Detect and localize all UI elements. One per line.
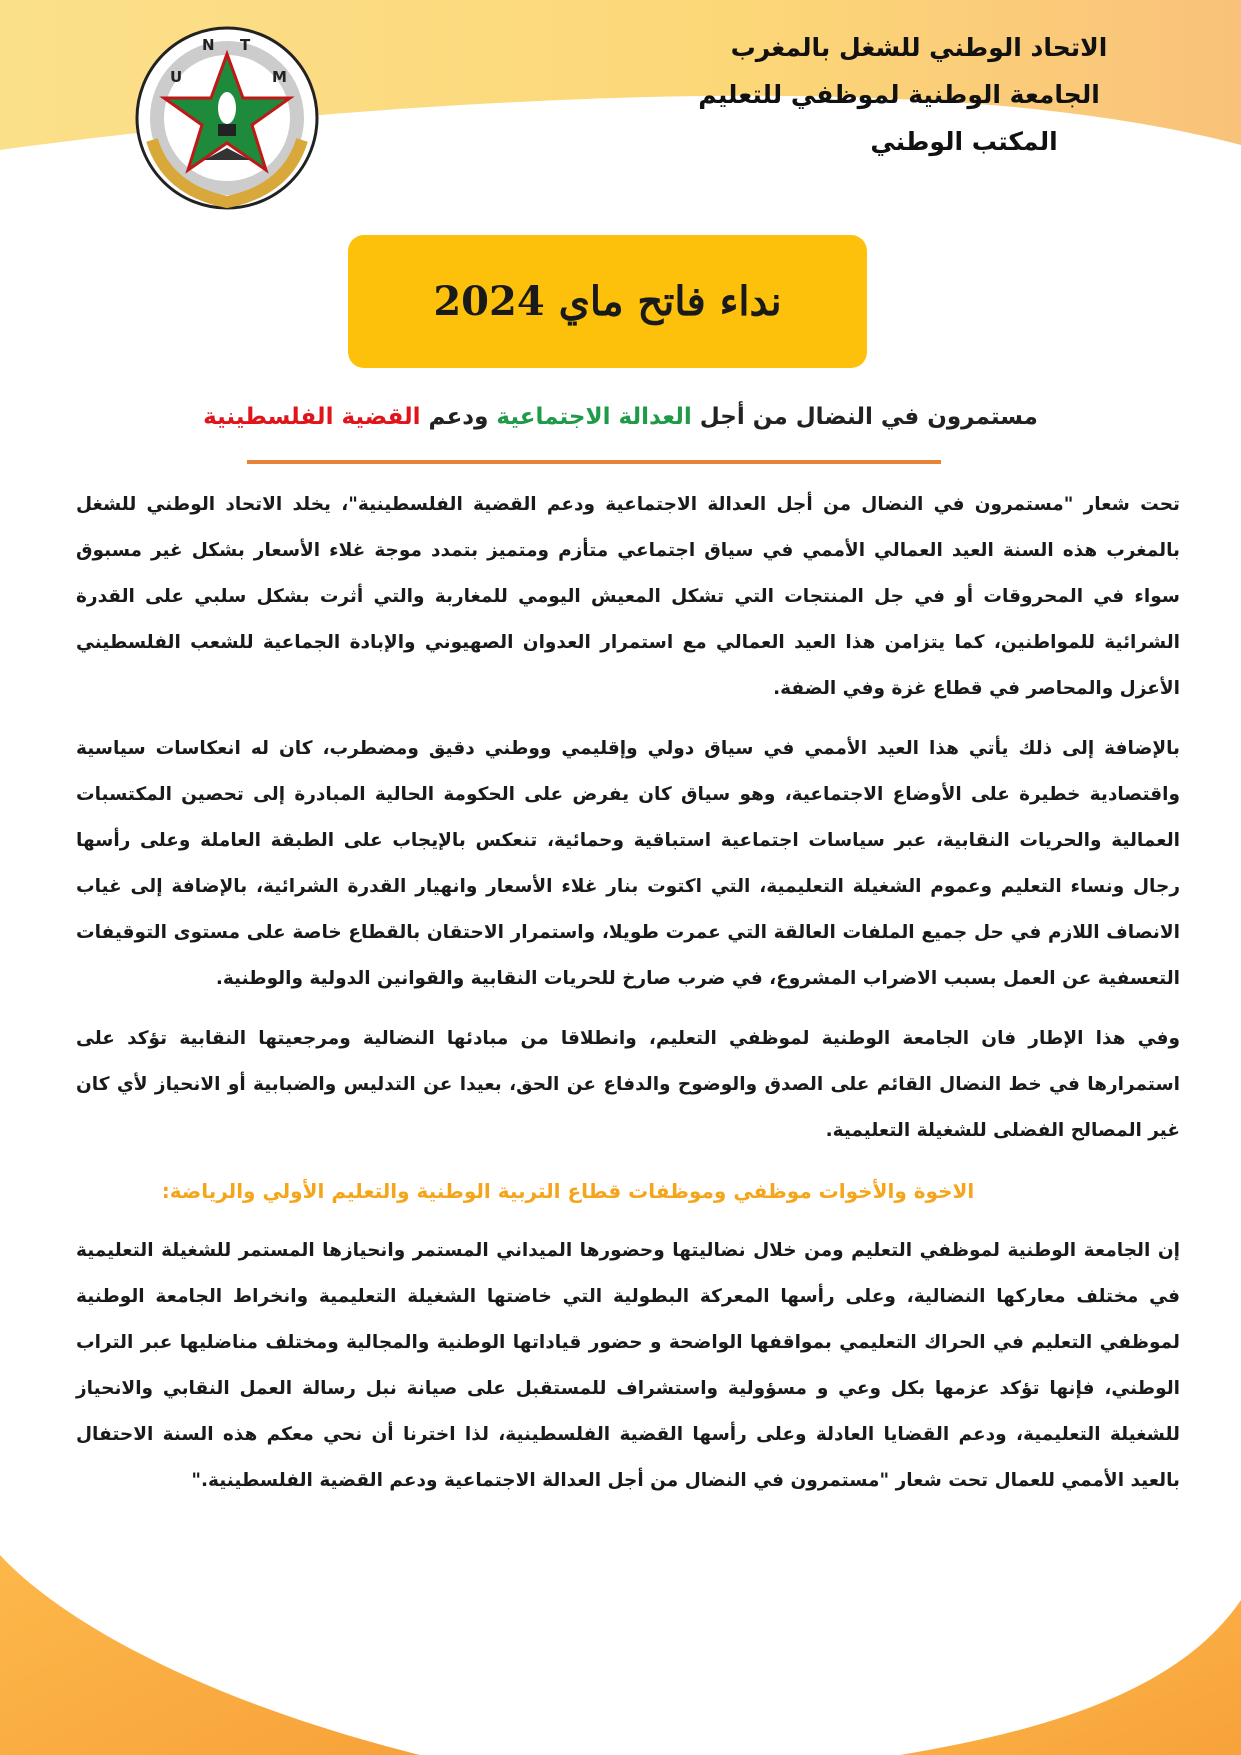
- divider: [247, 460, 941, 464]
- paragraph-context: بالإضافة إلى ذلك يأتي هذا العيد الأممي في سياق دولي وإقليمي ووطني دقيق ومضطرب، كان له انعكاسات سياسية واقتصادية خطيرة على الأوضاع الاجتماعية، وهو سياق كان يفرض على الحكومة الحالية المبادرة إلى تحصين المكتسبات العمالية والحريات النقابية، عبر سياسات اجتماعية استباقية وحمائية، تنعكس بالإيجاب على الطبقة العاملة وعلى رأسها رجال ونساء التعليم وعموم الشغيلة التعليمية، التي اكتوت بنار غلاء الأسعار وانهيار القدرة الشرائية، بالإضافة إلى غياب الانصاف اللازم في حل جميع الملفات العالقة التي عمرت طويلا، واستمرار الاحتقان بالقطاع خاصة على مستوى التوقيفات التعسفية عن العمل بسبب الاضراب المشروع، في ضرب صارخ للحريات النقابية والقوانين الدولية والوطنية.: [76, 738, 1180, 989]
- org-name: الاتحاد الوطني للشغل بالمغرب: [730, 33, 1108, 62]
- svg-text:M: M: [272, 68, 287, 86]
- svg-text:T: T: [240, 36, 251, 54]
- paragraph-closing: إن الجامعة الوطنية لموظفي التعليم ومن خلال نضاليتها وحضورها الميداني المستمر وانحيازها المستمر للشغيلة التعليمية في مختلف معاركها النضالية، وعلى رأسها المعركة البطولية التي خاضتها الشغيلة التعليمية وانخراط الجامعة الوطنية لموظفي التعليم في الحراك التعليمي بمواقفها الواضحة و حضور قياداتها الوطنية والمجالية ومختلف مناضليها عبر التراب الوطني، فإنها تؤكد عزمها بكل وعي و مسؤولية واستشراف للمستقبل على صيانة نبل رسالة العمل النقابي والانحياز للشغيلة التعليمية، ودعم القضايا العادلة وعلى رأسها القضية الفلسطينية، لذا اخترنا أن نحي معكم هذه السنة الاحتفال بالعيد الأممي للعمال تحت شعار "مستمرون في النضال من أجل العدالة الاجتماعية ودعم القضية الفلسطينية.": [76, 1240, 1180, 1491]
- slogan-palestinian-cause: القضية الفلسطينية: [203, 404, 421, 430]
- page-title: نداء فاتح ماي 2024: [433, 278, 782, 325]
- paragraph-position: وفي هذا الإطار فان الجامعة الوطنية لموظفي التعليم، وانطلاقا من مبادئها النضالية ومرجعيتها النقابية تؤكد على استمرارها في خط النضال القائم على الصدق والوضوح والدفاع عن الحق، بعيدا عن التدليس والضبابية أو الانحياز لأي كان غير المصالح الفضلى للشغيلة التعليمية.: [76, 1028, 1180, 1141]
- federation-name: الجامعة الوطنية لموظفي للتعليم: [698, 80, 1100, 109]
- slogan: [60, 404, 1181, 430]
- slogan-social-justice: العدالة الاجتماعية: [496, 404, 692, 430]
- paragraph-intro: تحت شعار "مستمرون في النضال من أجل العدالة الاجتماعية ودعم القضية الفلسطينية"، يخلد الاتحاد الوطني للشغل بالمغرب هذه السنة العيد العمالي الأممي في سياق اجتماعي متأزم ومتميز بتمدد موجة غلاء الأسعار بشكل غير مسبوق سواء في المحروقات أو في جل المنتجات التي تشكل المعيش اليومي للمغاربة والتي أثرت بشكل سلبي على القدرة الشرائية للمواطنين، كما يتزامن هذا العيد العمالي مع استمرار العدوان الصهيوني والإبادة الجماعية للشعب الفلسطيني الأعزل والمحاصر في قطاع غزة وفي الضفة.: [76, 494, 1180, 699]
- svg-text:U: U: [170, 68, 183, 86]
- organization-header: [619, 24, 1179, 165]
- slogan-part-1: مستمرون في النضال من أجل: [699, 404, 1038, 430]
- bottom-left-wave: [0, 1555, 420, 1755]
- svg-text:N: N: [202, 36, 215, 54]
- section-heading: الاخوة والأخوات موظفي وموظفات قطاع التربية الوطنية والتعليم الأولي والرياضة:: [161, 1179, 975, 1203]
- bottom-right-wave: [900, 1600, 1241, 1755]
- document-body: [76, 482, 1180, 1518]
- office-name: المكتب الوطني: [870, 127, 1058, 156]
- untm-logo: [122, 20, 332, 210]
- title-banner: [348, 235, 867, 368]
- slogan-part-3: ودعم: [428, 404, 489, 430]
